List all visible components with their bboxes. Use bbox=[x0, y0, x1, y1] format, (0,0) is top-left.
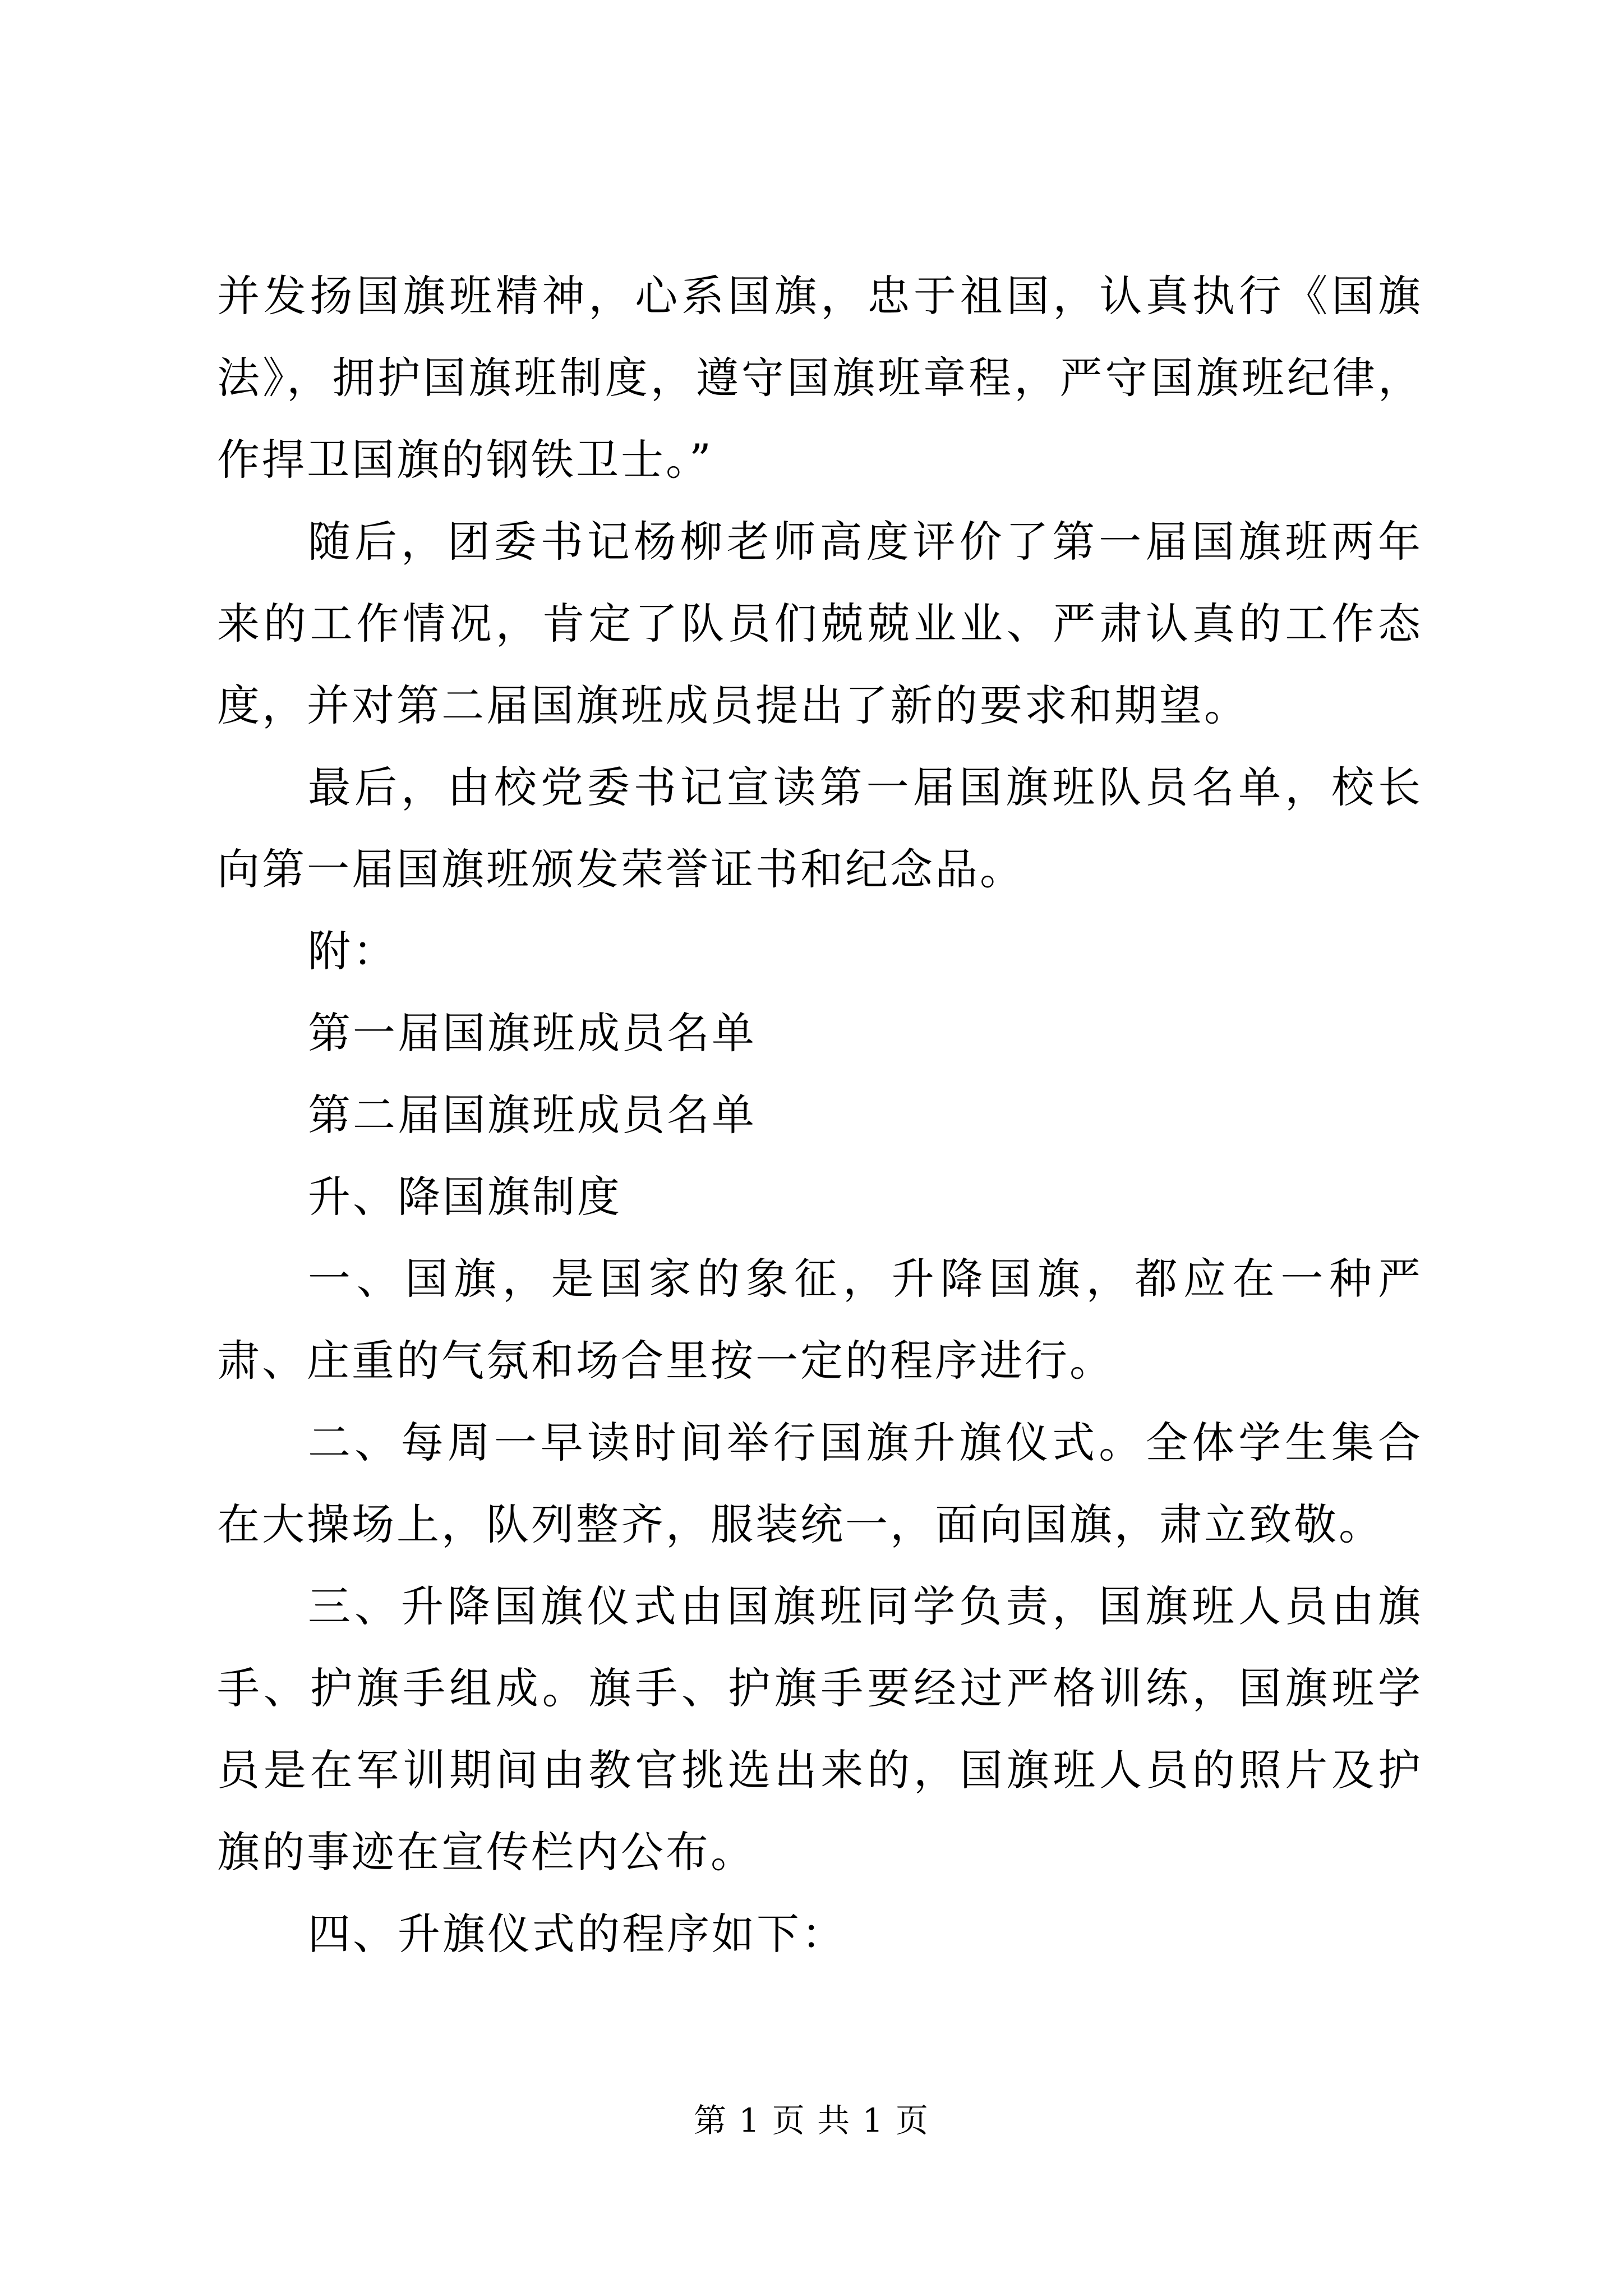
paragraph: 随后，团委书记杨柳老师高度评价了第一届国旗班两年来的工作情况，肯定了队员们兢兢业业、严肃认真的工作态度，并对第二届国旗班成员提出了新的要求和期望。 bbox=[217, 517, 1423, 730]
paragraph: 并发扬国旗班精神，心系国旗，忠于祖国，认真执行《国旗法》，拥护国旗班制度，遵守国旗班章程，严守国旗班纪律，作捍卫国旗的钢铁卫士。” bbox=[217, 271, 1423, 485]
paragraph: 最后，由校党委书记宣读第一届国旗班队员名单，校长向第一届国旗班颁发荣誉证书和纪念品。 bbox=[217, 762, 1423, 894]
paragraph: 附： bbox=[308, 926, 398, 976]
section-heading: 升、降国旗制度 bbox=[308, 1172, 622, 1222]
paragraph: 一、国旗，是国家的象征，升降国旗，都应在一种严肃、庄重的气氛和场合里按一定的程序进行。 bbox=[217, 1254, 1423, 1386]
paragraph: 二、每周一早读时间举行国旗升旗仪式。全体学生集合在大操场上，队列整齐，服装统一，面向国旗，肃立致敬。 bbox=[217, 1418, 1423, 1549]
paragraph: 第一届国旗班成员名单 bbox=[308, 1008, 757, 1058]
page-footer: 第 1 页 共 1 页 bbox=[694, 2101, 929, 2139]
paragraph: 第二届国旗班成员名单 bbox=[308, 1090, 757, 1140]
paragraph: 三、升降国旗仪式由国旗班同学负责，国旗班人员由旗手、护旗手组成。旗手、护旗手要经过严格训练，国旗班学员是在军训期间由教官挑选出来的，国旗班人员的照片及护旗的事迹在宣传栏内公布。 bbox=[217, 1581, 1423, 1877]
paragraph: 四、升旗仪式的程序如下： bbox=[308, 1909, 846, 1959]
document-body bbox=[217, 255, 1423, 1975]
